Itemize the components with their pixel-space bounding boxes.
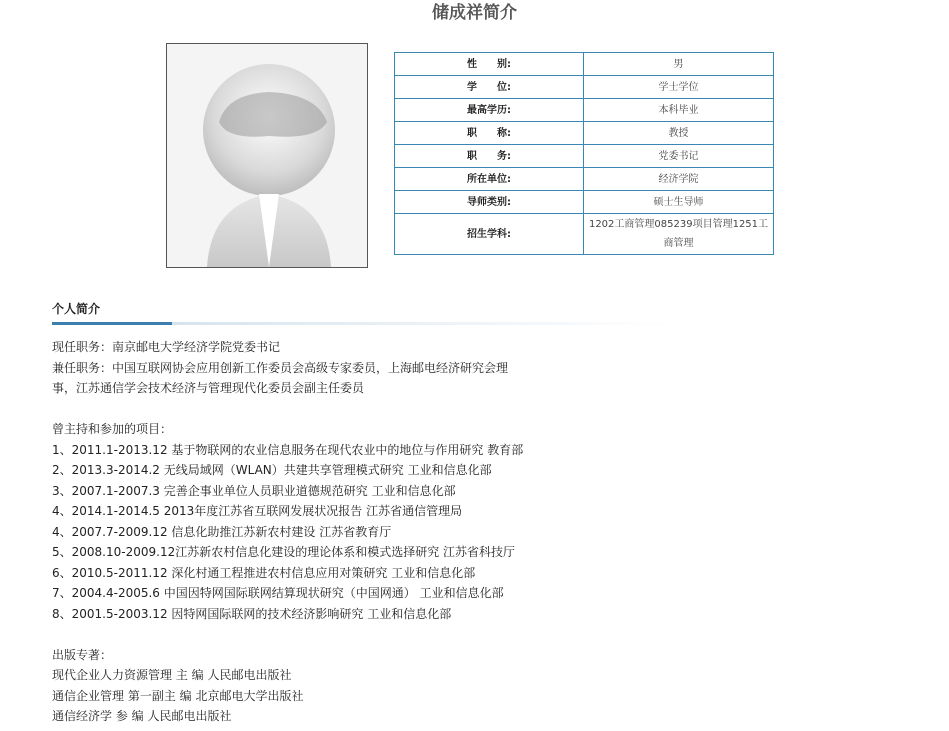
concurrent-position-line2: 事，江苏通信学会技术经济与管理现代化委员会副主任委员 (52, 381, 365, 395)
disciplines-value-line2: 商管理 (663, 238, 694, 249)
disciplines-label: 招生学科: (395, 214, 584, 255)
concurrent-position-line1: 兼任职务：中国互联网协会应用创新工作委员会高级专家委员，上海邮电经济研究会理 (52, 360, 509, 375)
project-item: 5、2008.10-2009.12江苏新农村信息化建设的理论体系和模式选择研究 江苏省科技厅 (52, 545, 516, 559)
position-value: 党委书记 (584, 145, 774, 168)
publications-title: 出版专著： (52, 647, 113, 662)
profile-row-supervisor (395, 191, 774, 214)
profile-row-unit (395, 168, 774, 191)
profile-row-degree (395, 76, 774, 99)
project-item: 4、2007.7-2009.12 信息化助推江苏新农村建设 江苏省教育厅 (52, 524, 392, 539)
section-divider (52, 322, 672, 325)
publication-item: 现代企业人力资源管理 主 编 人民邮电出版社 (52, 668, 292, 682)
profile-row-position (395, 145, 774, 168)
profile-row-title (395, 122, 774, 145)
professional-title-label: 职 称: (395, 122, 584, 145)
biography-body (52, 337, 572, 727)
project-item: 4、2014.1-2014.5 2013年度江苏省互联网发展状况报告 江苏省通信管理局 (52, 504, 463, 518)
profile-photo-placeholder (166, 43, 368, 268)
project-item: 8、2001.5-2003.12 因特网国际联网的技术经济影响研究 工业和信息化部 (52, 606, 452, 621)
avatar-silhouette-icon (167, 44, 367, 267)
gender-value: 男 (584, 53, 774, 76)
education-label: 最高学历: (395, 99, 584, 122)
education-value: 本科毕业 (584, 99, 774, 122)
profile-row-education (395, 99, 774, 122)
section-title: 个人简介 (52, 302, 101, 316)
degree-label: 学 位: (395, 76, 584, 99)
project-item: 1、2011.1-2013.12 基于物联网的农业信息服务在现代农业中的地位与作用研究 教育部 (52, 442, 524, 457)
degree-value: 学士学位 (584, 76, 774, 99)
project-item: 3、2007.1-2007.3 完善企事业单位人员职业道德规范研究 工业和信息化部 (52, 483, 456, 498)
disciplines-value (584, 214, 774, 255)
project-item: 6、2010.5-2011.12 深化村通工程推进农村信息应用对策研究 工业和信息化部 (52, 565, 476, 580)
professional-title-value: 教授 (584, 122, 774, 145)
position-label: 职 务: (395, 145, 584, 168)
unit-value: 经济学院 (584, 168, 774, 191)
supervisor-type-label: 导师类别: (395, 191, 584, 214)
project-item: 7、2004.4-2005.6 中国因特网国际联网结算现状研究（中国网通） 工业和信息化部 (52, 586, 504, 600)
project-item: 2、2013.3-2014.2 无线局域网（WLAN）共建共享管理模式研究 工业和信息化部 (52, 463, 492, 477)
supervisor-type-value: 硕士生导师 (584, 191, 774, 214)
unit-label: 所在单位: (395, 168, 584, 191)
profile-table (394, 52, 774, 255)
disciplines-value-line1: 1202工商管理085239项目管理1251工 (588, 219, 769, 230)
publication-item: 通信企业管理 第一副主 编 北京邮电大学出版社 (52, 688, 304, 703)
gender-label: 性 别: (395, 53, 584, 76)
publication-item: 通信经济学 参 编 人民邮电出版社 (52, 709, 232, 723)
page-title: 储成祥简介 (432, 3, 517, 23)
profile-row-disciplines (395, 214, 774, 255)
profile-row-gender (395, 53, 774, 76)
projects-title: 曾主持和参加的项目： (52, 422, 173, 436)
current-position: 现任职务：南京邮电大学经济学院党委书记 (52, 340, 281, 354)
